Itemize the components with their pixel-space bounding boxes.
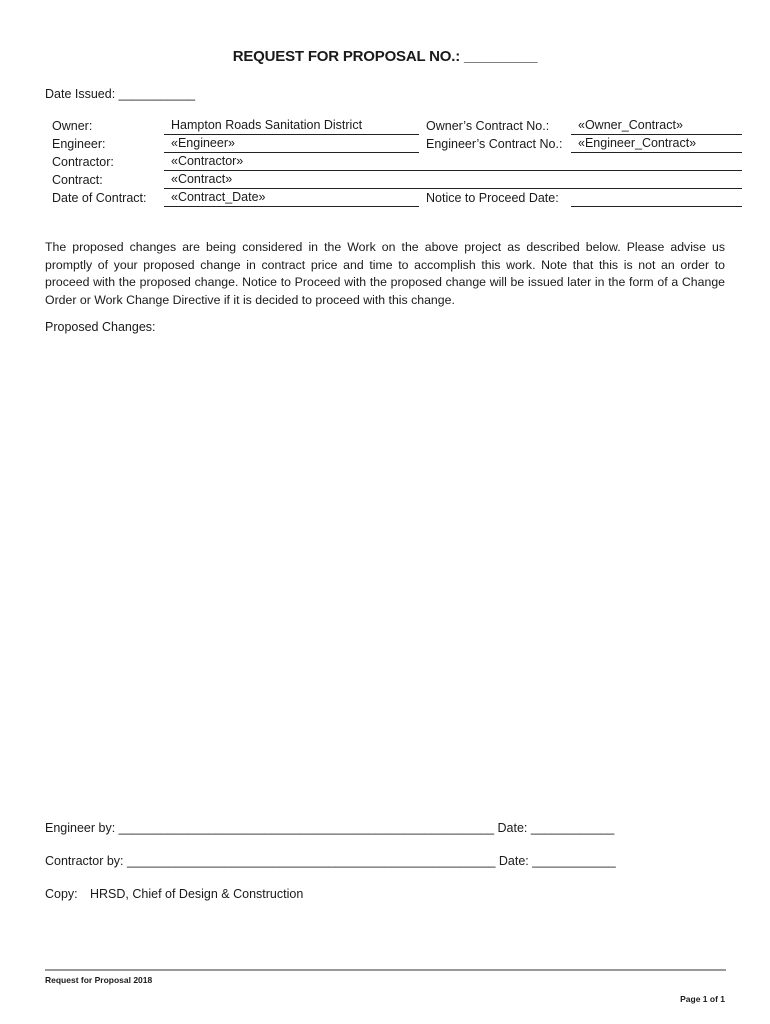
engineers-contract-no-label: Engineer’s Contract No.: (426, 137, 563, 151)
engineer-label: Engineer: (52, 137, 106, 151)
notice-to-proceed-label: Notice to Proceed Date: (426, 191, 559, 205)
owner-label: Owner: (52, 119, 93, 133)
footer-document-name: Request for Proposal 2018 (45, 975, 153, 985)
contract-label: Contract: (52, 173, 103, 187)
date-of-contract-value: «Contract_Date» (171, 190, 266, 204)
date-of-contract-label: Date of Contract: (52, 191, 147, 205)
engineers-contract-no-value: «Engineer_Contract» (578, 136, 697, 150)
owners-contract-no-field (571, 117, 742, 135)
owner-value: Hampton Roads Sanitation District (171, 118, 363, 132)
contractor-signature-line: Contractor by: _____________________________________________________ Date: ____________ (45, 854, 616, 868)
owners-contract-no-value: «Owner_Contract» (578, 118, 683, 132)
engineer-signature-line: Engineer by: ______________________________________________________ Date: ____________ (45, 821, 615, 835)
notice-to-proceed-field (571, 189, 742, 207)
engineer-field (164, 135, 419, 153)
owner-field (164, 117, 419, 135)
contractor-value: «Contractor» (171, 154, 244, 168)
page-title: REQUEST FOR PROPOSAL NO.: _________ (232, 48, 538, 65)
contractor-field (164, 153, 742, 171)
footer-divider (45, 969, 726, 971)
copy-value: HRSD, Chief of Design & Construction (90, 887, 304, 901)
date-of-contract-field (164, 189, 419, 207)
copy-label: Copy: (45, 887, 78, 901)
contractor-label: Contractor: (52, 155, 114, 169)
contract-field (164, 171, 742, 189)
date-issued: Date Issued: ___________ (45, 87, 196, 101)
body-paragraph: The proposed changes are being considered in the Work on the above project as described below. Please advise us promptly of your proposed change in contract price and time to accomplish this work. Note that this is not an order to proceed with the proposed change. Notice to Proceed with the proposed change will be issued later in the form of a Change Order or Work Change Directive if it is decided to proceed with this change. (45, 240, 725, 307)
proposed-changes-label: Proposed Changes: (45, 320, 156, 334)
owners-contract-no-label: Owner’s Contract No.: (426, 119, 550, 133)
engineer-value: «Engineer» (171, 136, 235, 150)
engineers-contract-no-field (571, 135, 742, 153)
contract-value: «Contract» (171, 172, 233, 186)
footer-page-number: Page 1 of 1 (680, 994, 725, 1004)
